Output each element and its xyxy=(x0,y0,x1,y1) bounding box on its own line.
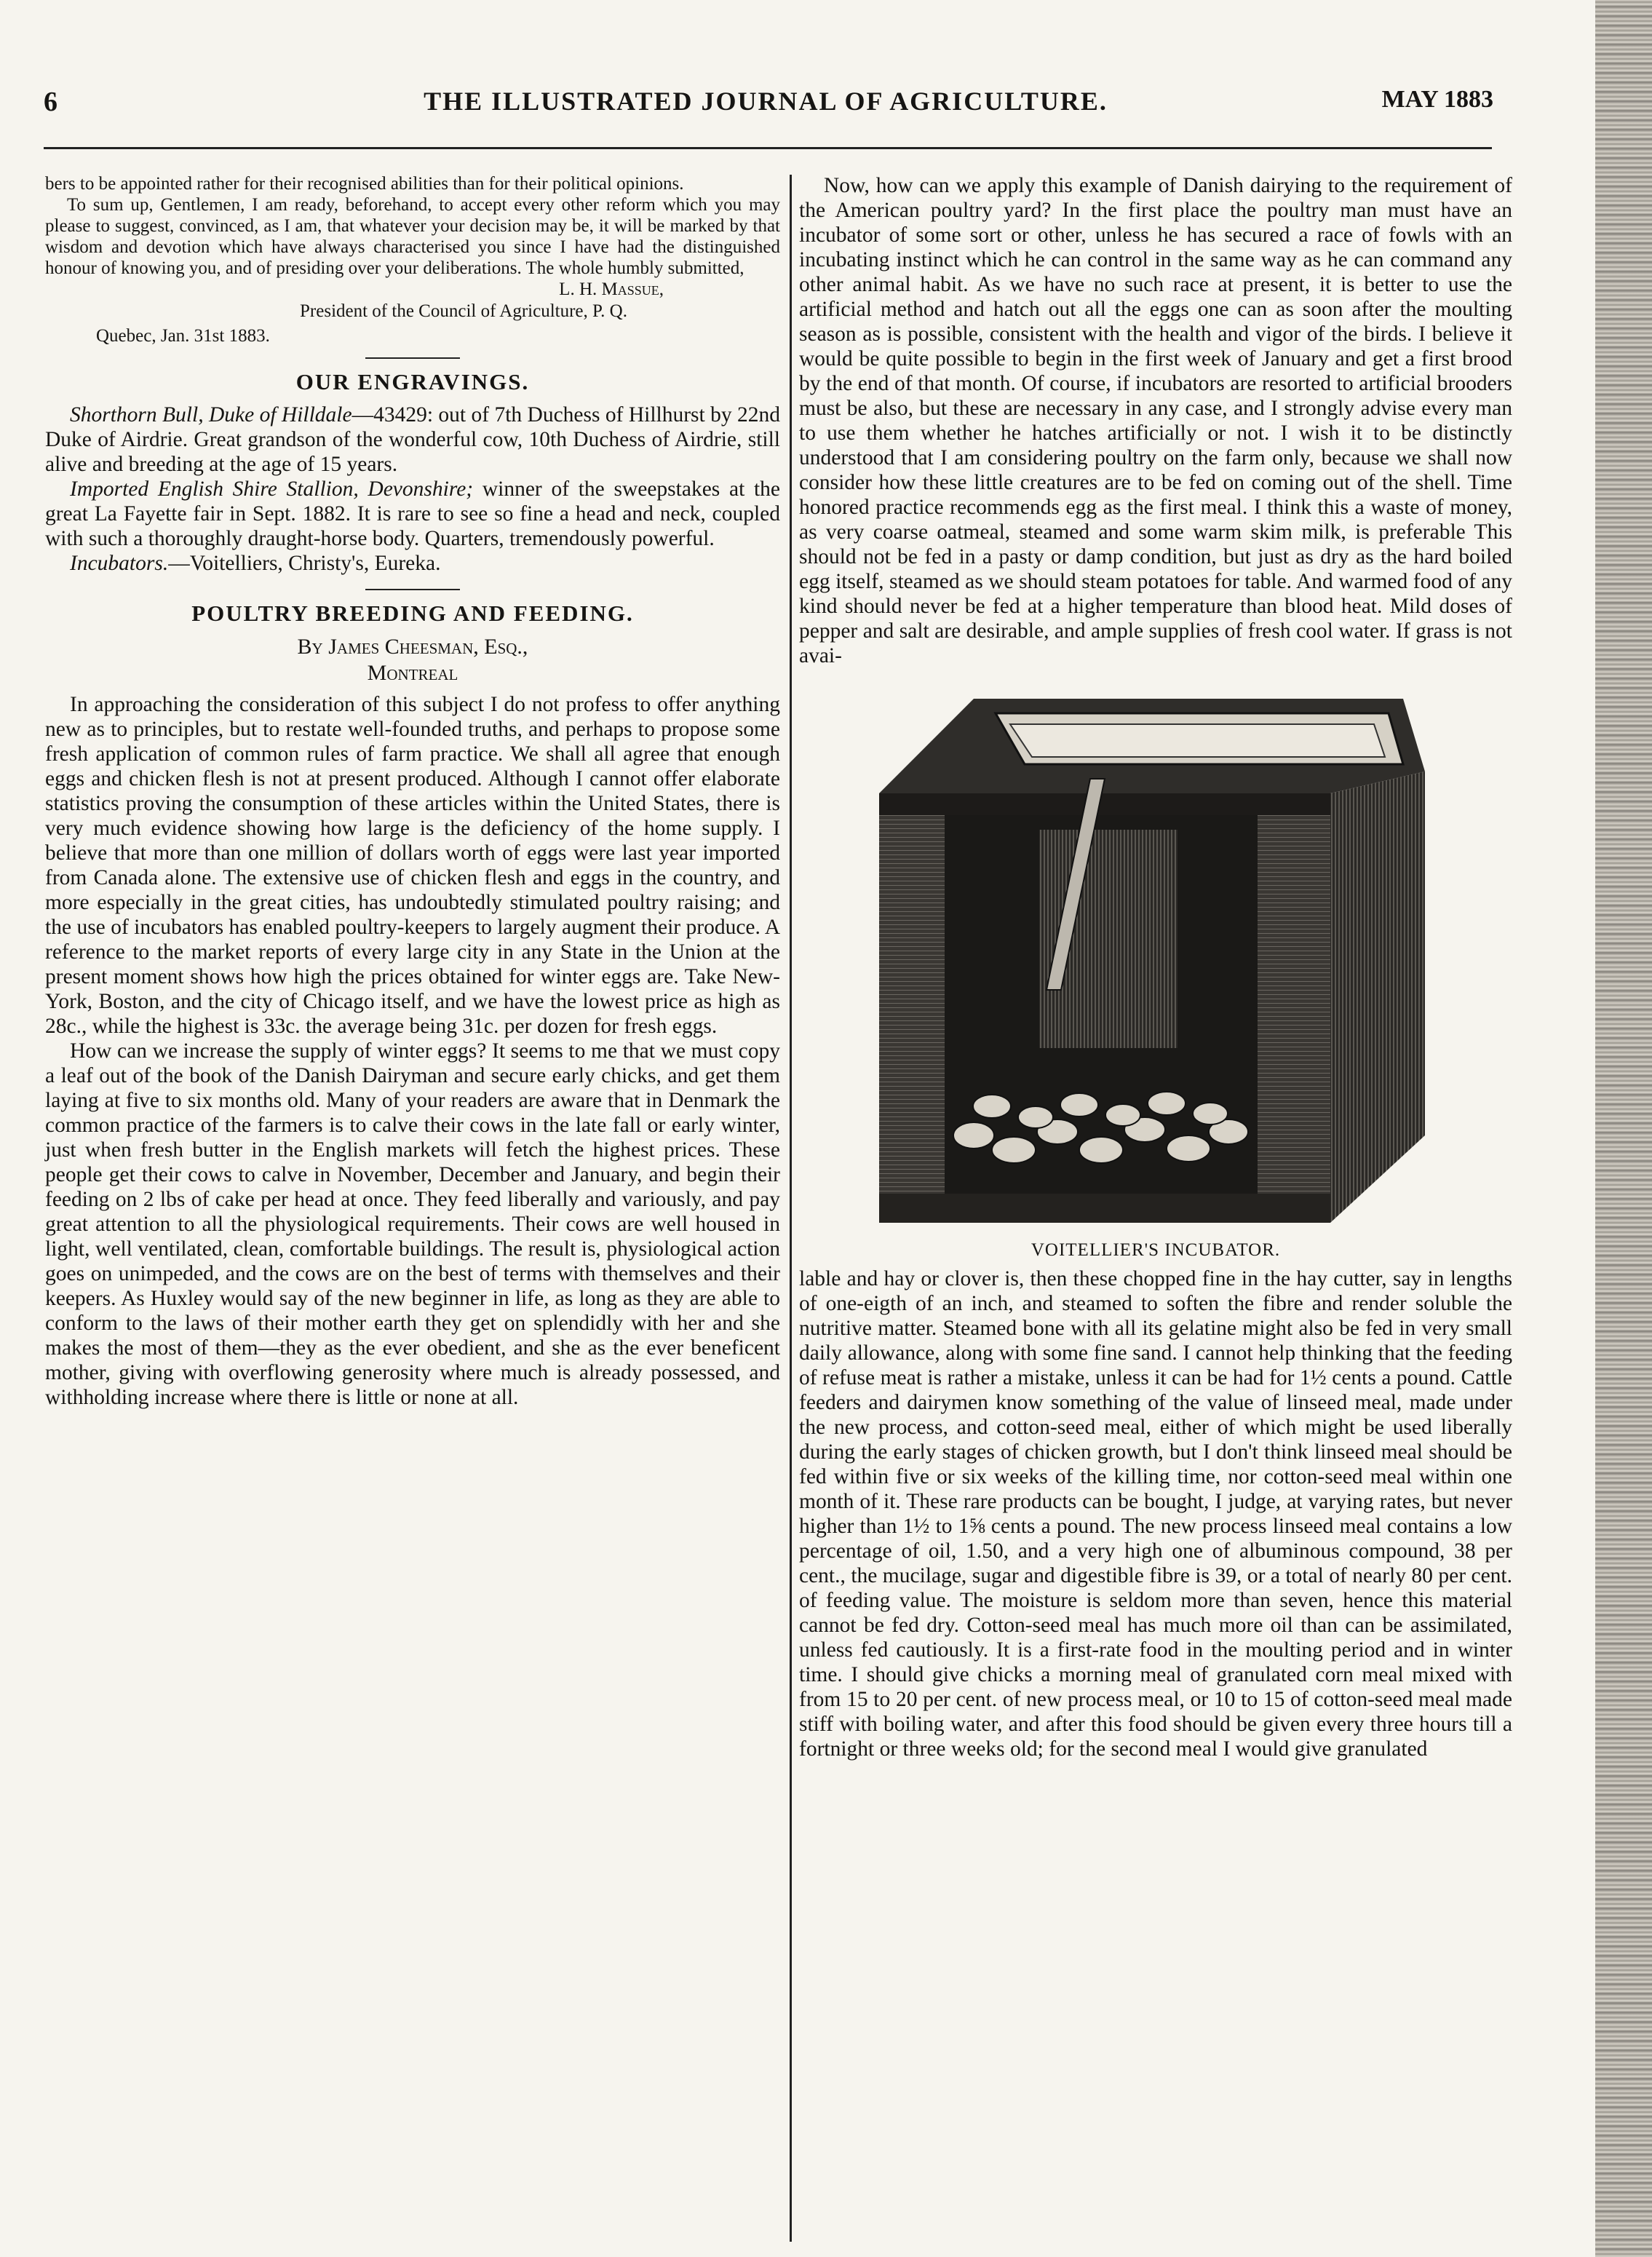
article-byline: By James Cheesman, Esq., xyxy=(297,635,528,659)
engraving-1: Shorthorn Bull, Duke of Hilldale—43429: out of 7th Duchess of Hillhurst by 22nd Duke of Airdrie. Great grandson of the wonderful cow, 10th Duchess of Airdrie, still alive and breeding at the age of 15 years. xyxy=(45,403,780,476)
article-place: Montreal xyxy=(367,661,458,685)
article-paragraph: In approaching the consideration of this subject I do not profess to offer anything new as to principles, but to restate well-founded truths, and perhaps to propose some fresh application of common rules of farm practice. We shall all agree that enough eggs and chicken flesh is not at present produced. Although I cannot offer elaborate statistics proving the consumption of these articles within the United States, there is very much evidence showing how large is the deficiency of the home supply. I believe that more than one million of dollars worth of eggs were last year imported from Canada alone. The extensive use of chicken flesh and eggs in the country, and more especially in the great cities, has undoubtedly stimulated poultry raising; and the use of incubators has enabled poultry-keepers to largely augment their produce. A reference to the market reports of every large city in any State in the Union at the present moment shows how high the prices obtained for winter eggs are. Take New-York, Boston, and the city of Chicago itself, and we have the lowest price as high as 28c., while the highest is 33c. the average being 31c. per dozen for fresh eggs. xyxy=(45,693,780,1038)
engraving-3: Incubators.—Voitelliers, Christy's, Eureka. xyxy=(70,552,441,575)
header-rule xyxy=(44,147,1492,149)
column-divider xyxy=(790,175,792,2242)
section-rule xyxy=(365,357,460,359)
letter-place-date: Quebec, Jan. 31st 1883. xyxy=(96,326,270,346)
article-heading: POULTRY BREEDING AND FEEDING. xyxy=(191,600,634,626)
article-paragraph: How can we increase the supply of winter eggs? It seems to me that we must copy a leaf out of the book of the Danish Dairyman and secure early chicks, and get them laying at five to six months old. Many of your readers are aware that in Denmark the common practice of the farmers is to calve their cows in the late fall or early winter, just when fresh butter in the English markets will fetch the highest prices. These people get their cows to calve in November, December and January, and begin their feeding on 2 lbs of cake per head at once. They feed liberally and variously, and pay great attention to all the physiological requirements. Their cows are well housed in light, well ventilated, clean, comfortable buildings. The result is, physiological action goes on unimpeded, and the cows are on the best of terms with themselves and their keepers. As Huxley would say of the new beginner in life, as long as they are able to conform to the laws of their mother earth they get on splendidly with her and she makes the most of them—they as the ever obedient, and she as the ever beneficent mother, giving with overflowing generosity where much is already possessed, and withholding increase where there is little or none at all. xyxy=(45,1039,780,1409)
incubator-engraving xyxy=(850,684,1461,1237)
signer-name: L. H. Massue, xyxy=(559,279,664,299)
issue-date: MAY 1883 xyxy=(1381,86,1493,113)
right-column xyxy=(799,173,1512,1761)
engravings-heading: OUR ENGRAVINGS. xyxy=(295,369,530,394)
article-paragraph: Now, how can we apply this example of Danish dairying to the requirement of the American poultry yard? In the first place the poultry man must have an incubator of some sort or other, unless he has secured a race of fowls with an incubating instinct which he can control in the same way as he can command any other animal habit. As we have no such race at present, it is better to use the artificial method and hatch out all the eggs one can as soon after the moulting season as is possible, consistent with the health and vigor of the birds. I believe it would be quite possible to begin in the first week of January and get a first brood by the end of that month. Of course, if incubators are resorted to artificial brooders must be also, but these are necessary in any case, and I strongly advise every man to use them whether he hatches artificially or not. I wish it to be distinctly understood that I am considering poultry on the farm only, because we shall now consider how these little creatures are to be fed on coming out of the shell. Time honored practice recommends egg as the first meal. I think this a waste of money, as very coarse oatmeal, steamed and some warm skim milk, is preferable This should not be fed in a pasty or damp condition, but just as dry as the hard boiled egg itself, steamed as we should steam potatoes for table. And warmed food of any kind should never be fed at a higher temperature than blood heat. Mild doses of pepper and salt are desirable, and ample supplies of fresh cool water. If grass is not avai- xyxy=(799,174,1512,667)
journal-title: THE ILLUSTRATED JOURNAL OF AGRICULTURE. xyxy=(424,87,1108,116)
intro-paragraph-2: To sum up, Gentlemen, I am ready, beforehand, to accept every other reform which you may please to suggest, convinced, as I am, that whatever your decision may be, it will be marked by that wisdom and devotion which have always characterised you since I have had the distinguished honour of knowing you, and of presiding over your deliberations. The whole humbly submitted, xyxy=(45,195,780,278)
page-number: 6 xyxy=(44,87,57,117)
scanned-page-edge xyxy=(1595,0,1652,2257)
engraving-2: Imported English Shire Stallion, Devonshire; winner of the sweepstakes at the great La Fayette fair in Sept. 1882. It is rare to see so fine a head and neck, coupled with such a thoroughly draught-horse body. Quarters, tremendously powerful. xyxy=(45,477,780,550)
left-column xyxy=(45,173,780,1410)
intro-paragraph-1: bers to be appointed rather for their recognised abilities than for their political opinions. xyxy=(45,174,684,194)
article-paragraph: lable and hay or clover is, then these chopped fine in the hay cutter, say in lengths of one-eigth of an inch, and steamed to soften the fibre and render soluble the nutritive matter. Steamed bone with all its gelatine might also be fed in very small daily allowance, along with some fine sand. I cannot help thinking that the feeding of refuse meat is rather a mistake, unless it can be had for 1½ cents a pound. Cattle feeders and dairymen know something of the value of linseed meal, made under the new process, and cotton-seed meal, either of which might be used liberally during the early stages of chicken growth, but I don't think linseed meal should be fed within five or six weeks of the killing time, nor cotton-seed meal within one month of it. These rare products can be bought, I judge, at varying rates, but never higher than 1½ to 1⅝ cents a pound. The new process linseed meal contains a low percentage of oil, 1.50, and a very high one of albuminous compound, 38 per cent., the mucilage, sugar and digestible fibre is 39, or a total of nearly 80 per cent. of feeding value. The moisture is seldom more than seven, hence this material cannot be fed dry. Cotton-seed meal has much more oil than can be assimilated, unless fed cautiously. It is a first-rate food in the moulting period and in winter time. I should give chicks a morning meal of granulated corn meal mixed with from 15 to 20 per cent. of new process meal, or 10 to 15 of cotton-seed meal made stiff with boiling water, and after this food should be given every three hours till a fortnight or three weeks old; for the second meal I would give granulated xyxy=(799,1267,1512,1761)
page-header xyxy=(38,86,1493,130)
figure-caption: VOITELLIER'S INCUBATOR. xyxy=(1030,1240,1281,1260)
section-rule xyxy=(365,589,460,590)
signer-office: President of the Council of Agriculture, P. Q. xyxy=(300,301,627,321)
